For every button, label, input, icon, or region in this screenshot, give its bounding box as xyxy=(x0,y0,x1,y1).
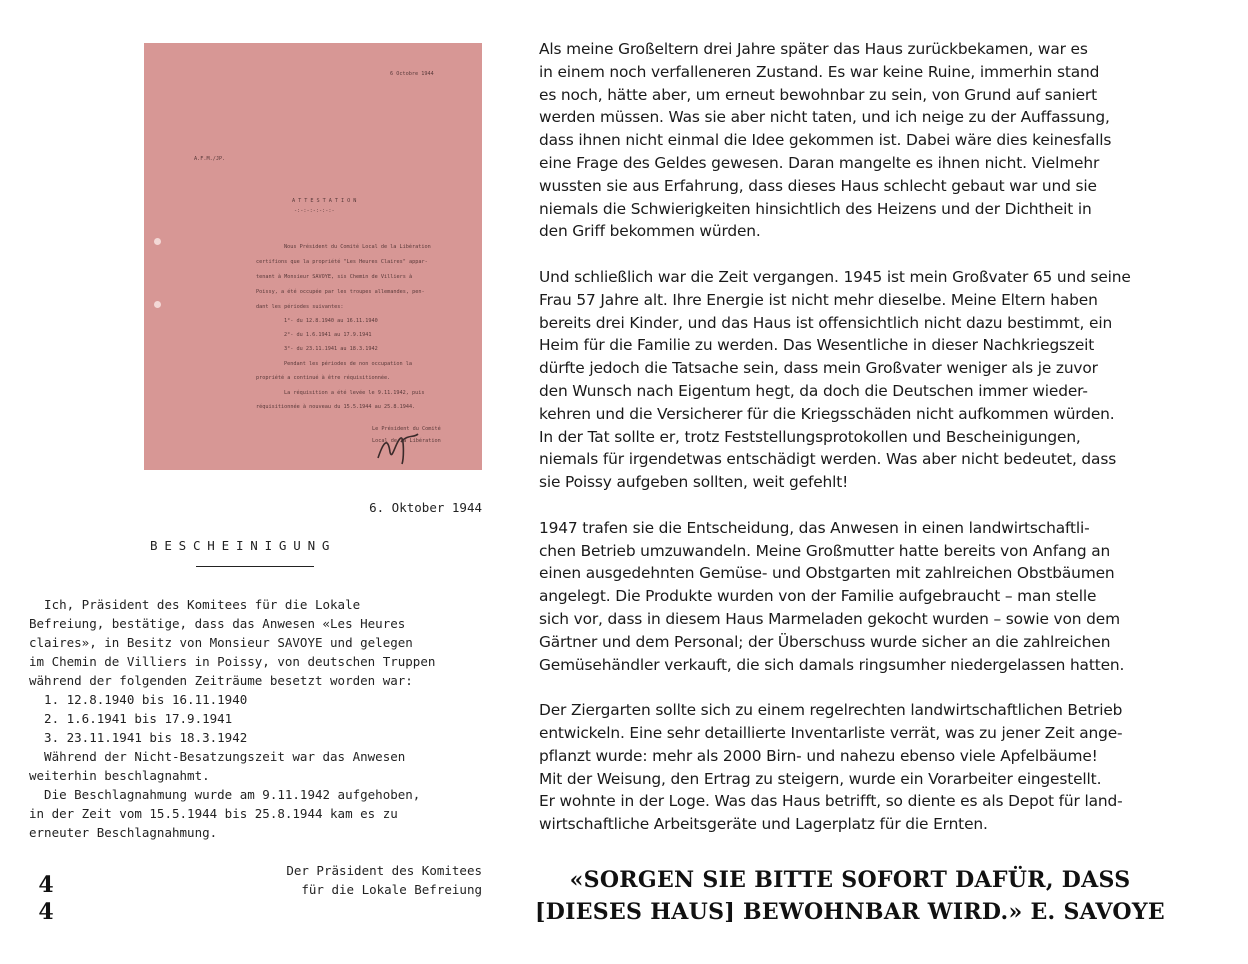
document-photo xyxy=(144,43,482,470)
certificate-line: Ich, Präsident des Komitees für die Lokale xyxy=(29,597,361,612)
paragraph-line: sich vor, dass in diesem Haus Marmeladen gekocht wurden – sowie von dem xyxy=(539,609,1120,628)
certificate-line: claires», in Besitz von Monsieur SAVOYE und gelegen xyxy=(29,635,413,650)
doc-date: 6 Octobre 1944 xyxy=(390,71,434,77)
doc-line: réquisitionnée à nouveau du 15.5.1944 au 25.8.1944. xyxy=(256,404,416,410)
certificate-line: Befreiung, bestätige, dass das Anwesen «Les Heures xyxy=(29,616,406,631)
paragraph-line: dass ihnen nicht einmal die Idee gekommen ist. Dabei wäre dies keinesfalls xyxy=(539,131,1112,150)
paragraph-line: Heim für die Familie zu werden. Das Wesentliche in dieser Nachkriegszeit xyxy=(539,336,1095,355)
paragraph-line: den Griff bekommen würden. xyxy=(539,222,761,241)
paragraph-line: Gärtner und dem Personal; der Überschuss wurde sicher an die zahlreichen xyxy=(539,632,1111,651)
quote-line: «SORGEN SIE BITTE SOFORT DAFÜR, DASS xyxy=(569,867,1131,893)
certificate-line: 2. 1.6.1941 bis 17.9.1941 xyxy=(29,711,233,726)
doc-line: certifions que la propriété "Les Heures Claires" appar- xyxy=(256,259,428,265)
doc-line: tenant à Monsieur SAVOYE, sis Chemin de Villiers à xyxy=(256,274,413,280)
certificate-line: im Chemin de Villiers in Poissy, von deutschen Truppen xyxy=(29,654,436,669)
page-number xyxy=(36,872,56,926)
punch-hole xyxy=(154,301,161,308)
paragraph-line: werden müssen. Was sie aber nicht taten, und ich neige zu der Auffassung, xyxy=(539,108,1110,127)
certificate-line: in der Zeit vom 15.5.1944 bis 25.8.1944 kam es zu xyxy=(29,806,398,821)
punch-hole xyxy=(154,238,161,245)
paragraph-line: Er wohnte in der Loge. Was das Haus betrifft, so diente es als Depot für land- xyxy=(539,792,1123,811)
doc-line: Local de la Libération xyxy=(372,438,441,444)
certificate-date: 6. Oktober 1944 xyxy=(369,500,482,515)
certificate-heading: BESCHEINIGUNG xyxy=(150,538,337,553)
paragraph-line: es noch, hätte aber, um erneut bewohnbar zu sein, von Grund auf saniert xyxy=(539,85,1097,104)
doc-line: 1°- du 12.8.1940 au 16.11.1940 xyxy=(284,318,378,324)
paragraph-line: Als meine Großeltern drei Jahre später das Haus zurückbekamen, war es xyxy=(539,40,1088,58)
paragraph-line: pflanzt wurde: mehr als 2000 Birn- und nahezu ebenso viele Apfelbäume! xyxy=(539,746,1098,765)
paragraph-line: wirtschaftliche Arbeitsgeräte und Lagerplatz für die Ernten. xyxy=(539,815,988,834)
doc-line: Pendant les périodes de non occupation la xyxy=(284,361,413,367)
doc-title-rule: -:-:-:-:-:-:- xyxy=(294,208,335,214)
paragraph xyxy=(539,699,1189,836)
paragraph-line: niemals die Schwierigkeiten hinsichtlich des Heizens und der Dichtheit in xyxy=(539,199,1092,218)
body-text xyxy=(539,38,1189,859)
quote-line: [DIESES HAUS] BEWOHNBAR WIRD.» E. SAVOYE xyxy=(535,899,1165,925)
paragraph-line: angelegt. Die Produkte wurden von der Familie aufgebraucht – man stelle xyxy=(539,587,1097,606)
certificate-text xyxy=(29,595,499,842)
certificate-signature xyxy=(230,861,482,899)
paragraph xyxy=(539,38,1189,243)
doc-line: Nous Président du Comité Local de la Libération xyxy=(284,244,431,250)
paragraph-line: Frau 57 Jahre alt. Ihre Energie ist nicht mehr dieselbe. Meine Eltern haben xyxy=(539,290,1098,309)
page-number-digit: 4 xyxy=(38,899,54,925)
paragraph-line: entwickeln. Eine sehr detaillierte Inventarliste verrät, was zu jener Zeit ange- xyxy=(539,723,1123,742)
doc-title: ATTESTATION xyxy=(292,198,360,204)
paragraph-line: wussten sie aus Erfahrung, dass dieses Haus schlecht gebaut war und sie xyxy=(539,176,1097,195)
certificate-line: 1. 12.8.1940 bis 16.11.1940 xyxy=(29,692,248,707)
certificate-line: während der folgenden Zeiträume besetzt worden war: xyxy=(29,673,413,688)
paragraph-line: Gemüsehändler verkauft, die sich damals ringsumher niedergelassen hatten. xyxy=(539,655,1125,674)
paragraph-line: bereits drei Kinder, und das Haus ist offensichtlich nicht dazu bestimmt, ein xyxy=(539,313,1113,332)
pull-quote xyxy=(520,864,1180,928)
paragraph xyxy=(539,266,1189,494)
paragraph-line: Mit der Weisung, den Ertrag zu steigern, wurde ein Vorarbeiter eingestellt. xyxy=(539,769,1102,788)
doc-line: dant les périodes suivantes: xyxy=(256,304,344,310)
paragraph-line: einen ausgedehnten Gemüse- und Obstgarten mit zahlreichen Obstbäumen xyxy=(539,564,1115,583)
paragraph-line: Und schließlich war die Zeit vergangen. 1945 ist mein Großvater 65 und seine xyxy=(539,267,1131,286)
doc-line: propriété a continué à être réquisitionnée. xyxy=(256,375,391,381)
heading-underline xyxy=(196,566,314,567)
paragraph xyxy=(539,517,1189,677)
paragraph-line: den Wunsch nach Eigentum hegt, da doch die Deutschen immer wieder- xyxy=(539,381,1088,400)
page-number-digit: 4 xyxy=(38,872,54,898)
paragraph-line: Der Ziergarten sollte sich zu einem regelrechten landwirtschaftlichen Betrieb xyxy=(539,701,1123,720)
certificate-line: weiterhin beschlagnahmt. xyxy=(29,768,210,783)
certificate-line: erneuter Beschlagnahmung. xyxy=(29,825,218,840)
doc-ref: A.F.M./JP. xyxy=(194,156,226,162)
doc-line: 2°- du 1.6.1941 au 17.9.1941 xyxy=(284,332,372,338)
paragraph-line: dürfte jedoch die Tatsache sein, dass mein Großvater weniger als je zuvor xyxy=(539,359,1098,378)
paragraph-line: eine Frage des Geldes gewesen. Daran mangelte es ihnen nicht. Vielmehr xyxy=(539,153,1100,172)
doc-line: 3°- du 23.11.1941 au 18.3.1942 xyxy=(284,346,378,352)
paragraph-line: In der Tat sollte er, trotz Feststellungsprotokollen und Bescheinigungen, xyxy=(539,427,1081,446)
certificate-line: Die Beschlagnahmung wurde am 9.11.1942 aufgehoben, xyxy=(29,787,421,802)
paragraph-line: chen Betrieb umzuwandeln. Meine Großmutter hatte bereits von Anfang an xyxy=(539,541,1111,560)
certificate-line: Während der Nicht-Besatzungszeit war das Anwesen xyxy=(29,749,406,764)
paragraph-line: sie Poissy aufgeben sollten, weit gefehlt! xyxy=(539,473,849,492)
doc-line: La réquisition a été levée le 9.11.1942, puis xyxy=(284,390,425,396)
certificate-line: 3. 23.11.1941 bis 18.3.1942 xyxy=(29,730,248,745)
doc-line: Le Président du Comité xyxy=(372,426,441,432)
paragraph-line: kehren und die Versicherer für die Kriegsschäden nicht aufkommen würden. xyxy=(539,404,1115,423)
doc-line: Poissy, a été occupée par les troupes allemandes, pen- xyxy=(256,289,425,295)
paragraph-line: 1947 trafen sie die Entscheidung, das Anwesen in einen landwirtschaftli- xyxy=(539,518,1090,537)
paragraph-line: in einem noch verfalleneren Zustand. Es war keine Ruine, immerhin stand xyxy=(539,62,1100,81)
signature-line: für die Lokale Befreiung xyxy=(301,882,482,897)
signature-line: Der Präsident des Komitees xyxy=(286,863,482,878)
paragraph-line: niemals für irgendetwas entschädigt werden. Was aber nicht bedeutet, dass xyxy=(539,450,1117,469)
